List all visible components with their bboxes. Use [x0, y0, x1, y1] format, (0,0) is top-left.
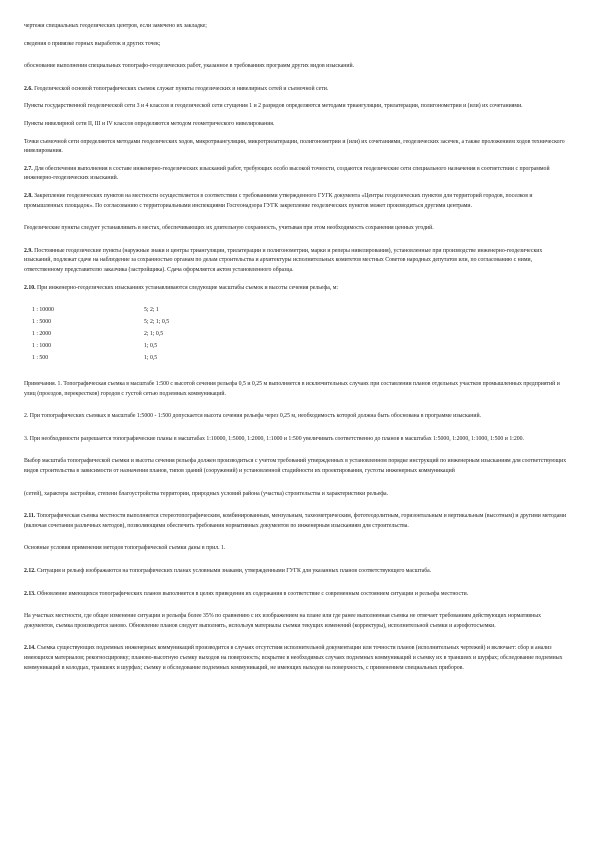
section-number: 2.14.	[24, 645, 36, 652]
paragraph	[24, 62, 571, 72]
relief-section-heights: 1; 0,5	[144, 343, 158, 350]
paragraph	[24, 612, 571, 631]
paragraph-text: сведения о привязке горных выработок и других точек;	[24, 40, 161, 47]
paragraph	[24, 380, 571, 399]
paragraph	[24, 138, 571, 157]
paragraph	[24, 544, 571, 554]
paragraph-text: Ситуация и рельеф изображаются на топографических планах условными знаками, утвержденными ГУГК для указанных планов соответствующего масштаба.	[37, 568, 432, 575]
section-number: 2.11.	[24, 513, 36, 520]
scale-row	[32, 330, 169, 342]
paragraph-text: При инженерно-геодезических изысканиях устанавливаются следующие масштабы съемок и высоты сечения рельефа, м:	[37, 284, 339, 291]
paragraph-text: Постоянные геодезические пункты (наружные знаки и центры триангуляции, трилатерации и полигонометрии, марки и реперы нивелирования), установленные при производстве инженерно-геодезических изысканий, подлежат сдаче на наблюдение за сохранностью органам по делам строительства и архитектуры исполнительных комитетов местных Советов народных депутатов или, по согласованию с ними, ответственному представителю заказчика (застройщика). Сдача оформляется актом установленного образца.	[24, 247, 543, 273]
paragraph	[24, 490, 571, 500]
paragraph	[24, 412, 571, 422]
scale-row	[32, 342, 169, 354]
paragraph-text: чертежи специальных геодезических центров, если замечено их закладке;	[24, 23, 207, 29]
paragraph-text: Основные условия применения методов топографической съемки даны в прил. 1.	[24, 545, 226, 552]
paragraph	[24, 247, 571, 276]
relief-section-heights: 5; 2; 1; 0,5	[144, 319, 170, 326]
scales-table	[32, 306, 169, 366]
paragraph	[24, 224, 571, 234]
relief-section-heights: 5; 2; 1	[144, 307, 159, 314]
section-number: 2.9.	[24, 247, 33, 254]
paragraph-text: Пункты нивелирной сети II, III и IV классов определяются методом геометрического нивелирования.	[24, 120, 275, 127]
paragraph-text: Закрепление геодезических пунктов на местности осуществляется в соответствии с требованиями утвержденного ГУГК документа «Центры геодезических пунктов для территорий городов, поселков и промышленных площадок». По согласованию с территориальными инспекциями Госгеонадзора ГУГК закрепление геодезических пунктов может производиться другими центрами.	[24, 192, 533, 209]
scale-value: 1 : 1000	[32, 343, 52, 350]
section-number: 2.6.	[24, 85, 33, 92]
paragraph	[24, 165, 571, 184]
paragraph	[24, 120, 571, 130]
scale-row	[32, 306, 169, 318]
scale-value: 1 : 500	[32, 355, 49, 362]
scale-value: 1 : 5000	[32, 319, 52, 326]
scale-value: 1 : 10000	[32, 307, 54, 314]
relief-section-heights: 1; 0,5	[144, 355, 158, 362]
section-number: 2.8.	[24, 192, 33, 199]
section-number: 2.13.	[24, 590, 36, 597]
paragraph	[24, 512, 571, 531]
paragraph	[24, 567, 571, 577]
paragraph	[24, 22, 571, 32]
section-number: 2.10.	[24, 284, 36, 291]
paragraph	[24, 192, 571, 211]
paragraph	[24, 284, 571, 294]
paragraph	[24, 85, 571, 95]
paragraph-text: Пункты государственной геодезической сети 3 и 4 классов и геодезической сети сгущения 1 и 2 разрядов определяются методами триангуляции, трилатерации, полигонометрии и (или) их сочетаниями.	[24, 103, 523, 110]
paragraph-text: Точки съемочной сети определяются методами геодезических ходов, микротриангуляции, микротрилатерации, полигонометрии и (или) их сочетаниями, геодезических засечек, а также проложением ходов технического нивелирования.	[24, 138, 565, 155]
body-bottom	[24, 380, 571, 673]
paragraph-text: Геодезической основой топографических съемок служат пункты геодезических и нивелирных сетей и съемочной сети.	[34, 85, 329, 92]
paragraph	[24, 40, 571, 50]
paragraph-text: (сетей), характера застройки, степени благоустройства территории, природных условий района (участка) строительства и характеристики рельефа.	[24, 490, 389, 497]
paragraph-text: Обновление имеющихся топографических планов выполняется в целях приведения их содержания в соответствие с современным состоянием ситуации и рельефа местности.	[37, 590, 469, 597]
paragraph-text: Для обеспечения выполнения в составе инженерно-геодезических изысканий работ, требующих особо высокой точности, создаются геодезические сети специального назначения в соответствии с программой инженерно-геодезических изысканий.	[24, 165, 550, 182]
scale-value: 1 : 2000	[32, 331, 52, 338]
paragraph-text: 2. При топографических съемках в масштабе 1:5000 - 1:500 допускается высота сечения рельефа через 0,25 м, необходимость которой должна быть обоснована в программе изысканий.	[24, 413, 482, 420]
paragraph-text: Съемка существующих подземных инженерных коммуникаций производится в случаях отсутствия исполнительной документации или точности планов (исполнительных чертежей) и включает: сбор и анализ имеющихся материалов; рекогносцировку; планово-высотную съемку выходов на поверхность; вскрытие в необходимых случаях подземных коммуникаций и съемку их в траншеях и шурфах; обследование подземных коммуникаций в колодцах, траншеях и шурфах; съемку и обследование подземных коммуникаций, не имеющих выходов на поверхность, с применением специальных приборов.	[24, 645, 563, 671]
paragraph-text: обоснование выполнения специальных топографо-геодезических работ, указанное в требованиях программ других видов изысканий.	[24, 63, 355, 70]
paragraph-text: На участках местности, где общее изменение ситуации и рельефа более 35% по сравнению с их изображением на плане или где ранее выполненная съемка не отвечает требованиям действующих нормативных документов, съемка производится заново. Обновление планов следует выполнять, используя материалы съемки текущих изменений (корректуры), исполнительной съемки и аэрофотосъемки.	[24, 613, 542, 629]
relief-section-heights: 2; 1; 0,5	[144, 331, 164, 338]
paragraph-text: Выбор масштаба топографической съемки и высоты сечения рельефа должен производиться с учетом требований утвержденных в установленном порядке инструкций по инженерным изысканиям для соответствующих видов строительства в зависимости от назначения планов, типов зданий (сооружений) и установленной стадийности их проектирования, густоты инженерных коммуникаций	[24, 458, 567, 475]
section-number: 2.7.	[24, 165, 33, 172]
paragraph	[24, 102, 571, 112]
paragraph	[24, 644, 571, 673]
paragraph-text: Топографическая съемка местности выполняется стереотопографическим, комбинированным, мензульным, тахеометрическим, фототеодолитным, горизонтальным и вертикальным (высотным) и другими методами (включая сочетания различных методов), позволяющими обеспечить требования нормативных документов по инженерным изысканиям для строительства.	[24, 513, 567, 529]
paragraph-text: Примечания. 1. Топографическая съемка в масштабе 1:500 с высотой сечения рельефа 0,5 и 0,25 м выполняется в исключительных случаях при составлении планов отдельных участков промышленных предприятий и улиц (проездов, перекрестков) городов с густой сетью подземных коммуникаций.	[24, 381, 560, 397]
scale-row	[32, 318, 169, 330]
paragraph	[24, 590, 571, 600]
section-number: 2.12.	[24, 568, 36, 575]
body-top	[24, 22, 571, 293]
paragraph	[24, 457, 571, 476]
paragraph-text: Геодезические пункты следует устанавливать в местах, обеспечивающих их длительную сохранность, учитывая при этом необходимость сохранения ценных угодий.	[24, 225, 434, 232]
scale-row	[32, 354, 169, 366]
paragraph	[24, 435, 571, 445]
paragraph-text: 3. При необходимости разрешается топографические планы в масштабах 1:10000, 1:5000, 1:2000, 1:1000 и 1:500 увеличивать соответственно до планов в масштабах 1:5000, 1:2000, 1:1000, 1:500 и 1:200.	[24, 435, 524, 442]
